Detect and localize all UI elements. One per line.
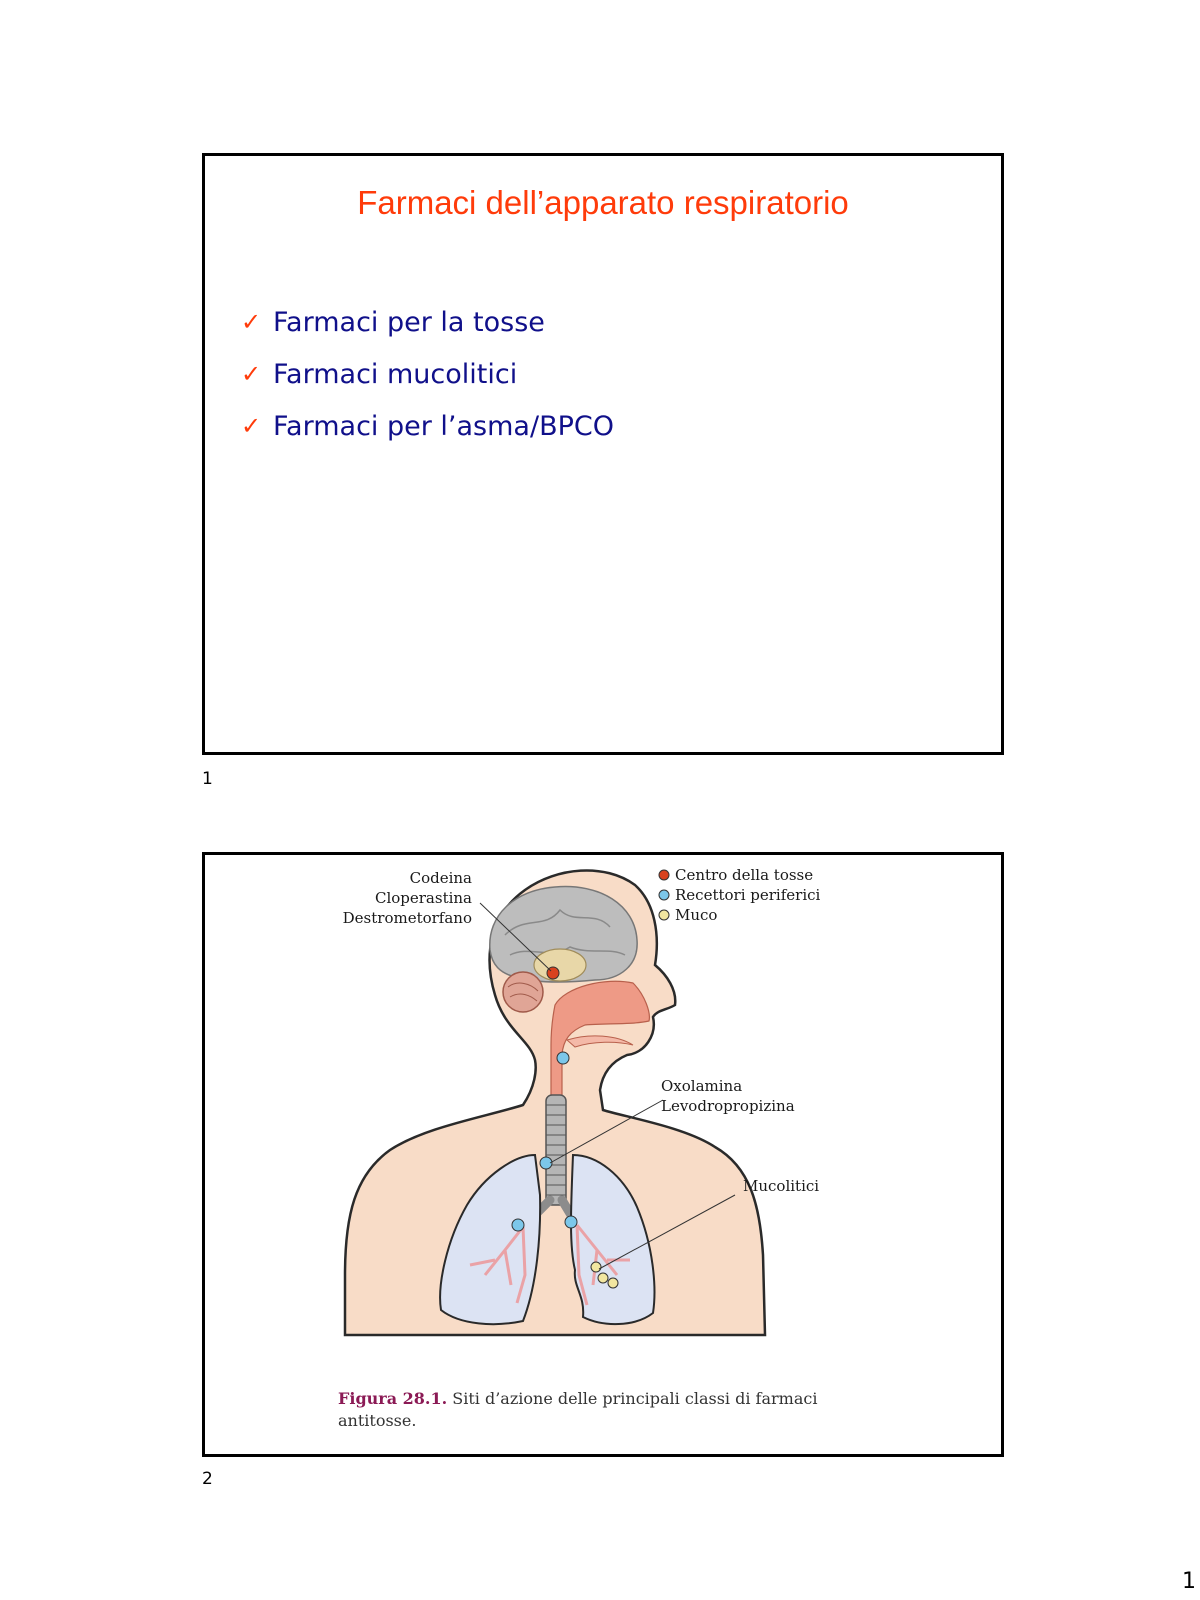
bullet-text: Farmaci per l’asma/BPCO [273,410,614,442]
legend-swatch [659,870,669,880]
cerebellum [503,972,543,1012]
bullet-item [241,348,614,400]
mucus-marker [608,1278,618,1288]
trachea [546,1095,566,1205]
check-icon: ✓ [241,412,262,440]
brainstem [534,949,586,981]
receptor-marker [565,1216,577,1228]
mucus-marker [598,1273,608,1283]
caption-text: Siti d’azione delle principali classi di farmaci antitosse. [338,1389,818,1430]
drug-label: Destrometorfano [342,909,472,927]
receptor-marker [512,1219,524,1231]
bullet-item [241,400,614,452]
check-icon: ✓ [241,308,262,336]
mucus-marker [591,1262,601,1272]
slide-number: 2 [202,1469,213,1489]
slide-2 [202,852,1004,1457]
check-icon: ✓ [241,360,262,388]
legend [659,866,821,924]
bullet-text: Farmaci mucolitici [273,358,518,390]
drug-label: Oxolamina [661,1077,743,1095]
page-number: 1 [1182,1569,1196,1594]
drug-label: Mucolitici [743,1177,820,1195]
legend-swatch [659,890,669,900]
bullet-list [241,296,614,452]
drug-label: Cloperastina [374,889,472,907]
caption-label: Figura 28.1. [338,1389,448,1408]
bullet-text: Farmaci per la tosse [273,306,545,338]
figure-caption [338,1388,858,1432]
drug-label: Codeina [409,869,472,887]
legend-label: Recettori periferici [675,886,821,904]
legend-label: Centro della tosse [675,866,814,884]
slide-number: 1 [202,769,213,789]
slide-1 [202,153,1004,755]
receptor-marker [557,1052,569,1064]
legend-label: Muco [675,906,718,924]
drug-label: Levodropropizina [661,1097,795,1115]
slide-title: Farmaci dell’apparato respiratorio [357,184,849,221]
bullet-item [241,296,614,348]
legend-swatch [659,910,669,920]
anatomy-figure [205,855,1001,1454]
